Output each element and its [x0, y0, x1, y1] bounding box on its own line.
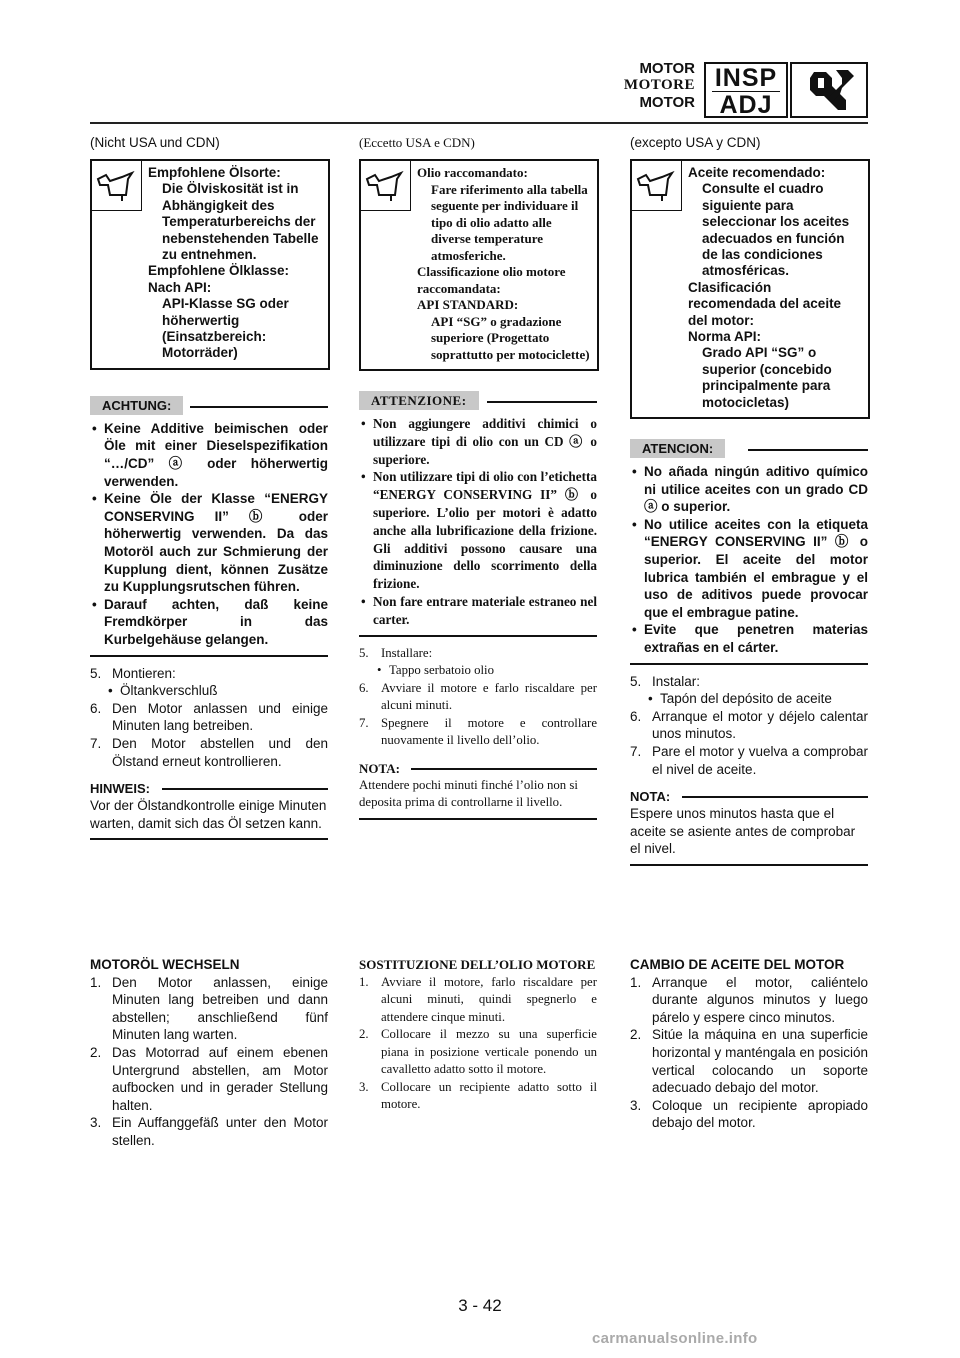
step-item	[630, 1097, 868, 1132]
oil-change-section-es	[630, 956, 868, 1132]
step-number: 5.	[90, 665, 102, 681]
condition-label: (Eccetto USA e CDN)	[359, 135, 475, 150]
oil-spec-box	[90, 159, 330, 370]
steps-list	[359, 645, 597, 750]
warning-header	[630, 439, 868, 459]
step-item	[630, 708, 868, 743]
step-item	[90, 974, 328, 1044]
note-header	[90, 780, 328, 797]
warning-label: ATTENZIONE:	[359, 391, 479, 410]
condition-label: (Nicht USA und CDN)	[90, 135, 220, 150]
spec-line: Aceite recomendado:	[688, 165, 826, 180]
section-title: MOTORÖL WECHSELN	[90, 957, 240, 972]
section-steps	[359, 974, 597, 1114]
warning-item: • Evite que penetren materias extrañas en el cárter.	[630, 621, 868, 656]
step-text: Sitúe la máquina en una superficie horizontal y manténgala en posición vertical colocando un soporte adecuado debajo del motor.	[652, 1027, 868, 1096]
step-item	[359, 1079, 597, 1114]
spec-line: Norma API:	[688, 329, 762, 345]
divider	[90, 838, 328, 840]
divider	[359, 818, 597, 820]
spec-line: Nach API:	[148, 279, 212, 295]
step-number: 2.	[90, 1044, 102, 1060]
spec-line: Olio raccomandato:	[417, 165, 528, 180]
spec-line: Fare riferimento alla tabella seguente per individuare il tipo di olio adatto alle diverse temperature atmosferiche.	[431, 181, 588, 263]
oil-can-icon	[361, 161, 411, 211]
step-text: Pare el motor y vuelva a comprobar el nivel de aceite.	[652, 744, 868, 777]
step-number: 1.	[630, 974, 642, 990]
section-label-it: MOTORE	[623, 77, 695, 93]
step-item	[359, 645, 597, 663]
oil-change-section-de	[90, 956, 328, 1150]
step-number: 6.	[90, 700, 102, 716]
spec-line: Clasificación recomendada del aceite del motor:	[688, 279, 842, 328]
step-subitem: • Öltankverschluß	[90, 682, 328, 700]
steps-list	[630, 673, 868, 779]
note-text: Vor der Ölstandkontrolle einige Minuten warten, damit sich das Öl setzen kann.	[90, 798, 327, 831]
warning-item: • Non utilizzare tipi di olio con l’etichetta “ENERGY CONSERVING II” ⓑ o superiore. L’olio per motori è adatto anche alla lubrificazione della frizione. Gli additivi possono causare una diminuzione dello scorrimento della frizione.	[359, 468, 597, 593]
spec-line: API-Klasse SG oder höherwertig (Einsatzbereich: Motorräder)	[162, 296, 289, 361]
divider	[630, 864, 868, 866]
wrench-screwdriver-icon	[790, 62, 868, 118]
spec-line: API “SG” o gradazione superiore (Progettato soprattutto per motociclette)	[431, 313, 590, 362]
step-subitem: • Tapón del depósito de aceite	[630, 690, 868, 708]
oil-spec-box	[630, 159, 870, 419]
step-number: 1.	[90, 974, 102, 990]
step-item	[630, 743, 868, 778]
step-text: Avviare il motore, farlo riscaldare per alcuni minuti, quindi spegnerlo e attendere cinque minuti.	[381, 974, 597, 1024]
divider	[90, 655, 328, 657]
warning-item: • No añada ningún aditivo químico ni utilice aceites con un grado CD ⓐ o superior.	[630, 463, 868, 516]
warning-list	[359, 411, 597, 629]
step-number: 6.	[630, 708, 642, 724]
step-text: Montieren:	[112, 665, 176, 681]
step-number: 2.	[359, 1027, 369, 1042]
step-text: Den Motor anlassen, einige Minuten lang betreiben und dann abstellen; anschließend fünf Minuten lang warten.	[112, 974, 328, 1043]
step-text: Collocare un recipiente adatto sotto il motore.	[381, 1079, 597, 1112]
step-item	[90, 1114, 328, 1149]
spec-line: Grado API “SG” o superior (concebido principalmente para motocicletas)	[702, 345, 832, 410]
warning-item: • Keine Additive beimischen oder Öle mit einer Dieselspezifikation “…/CD” ⓐ oder höherwertig verwenden.	[90, 420, 328, 490]
step-item	[359, 974, 597, 1027]
steps-list	[90, 665, 328, 771]
section-label-de: MOTOR	[639, 60, 695, 77]
page-number: 3 - 42	[458, 1296, 502, 1315]
step-number: 5.	[359, 645, 369, 660]
note-text: Attendere pochi minuti finché l’olio non si deposita prima di controllarne il livello.	[359, 777, 578, 810]
step-text: Spegnere il motore e controllare nuovamente il livello dell’olio.	[381, 715, 597, 748]
note-header	[630, 788, 868, 805]
column-italian	[359, 134, 597, 820]
step-number: 5.	[630, 673, 642, 689]
spec-line: Die Ölviskosität ist in Abhängigkeit des Temperaturbereichs der nebenstehenden Tabelle zu entnehmen.	[162, 181, 319, 263]
spec-line: Empfohlene Ölsorte:	[148, 165, 281, 180]
step-item	[630, 974, 868, 1027]
spec-line: Consulte el cuadro siguiente para seleccionar los aceites adecuados en función de las condiciones atmosféricas.	[702, 181, 850, 279]
step-text: Avviare il motore e farlo riscaldare per alcuni minuti.	[381, 680, 597, 713]
badge-adj: ADJ	[719, 91, 773, 119]
warning-label: ACHTUNG:	[90, 396, 183, 415]
step-number: 7.	[630, 744, 642, 759]
divider	[630, 663, 868, 665]
step-text: Arranque el motor, caliéntelo durante algunos minutos y luego párelo y espere cinco minutos.	[652, 974, 868, 1025]
step-number: 1.	[359, 974, 369, 989]
step-item	[90, 735, 328, 770]
header-rule	[90, 122, 868, 124]
step-number: 7.	[90, 735, 102, 751]
insp-adj-badge	[704, 62, 788, 118]
step-text: Installare:	[381, 645, 433, 660]
section-label-es: MOTOR	[639, 94, 695, 111]
warning-list	[90, 416, 328, 649]
section-labels	[624, 60, 695, 111]
note-label: NOTA:	[359, 760, 400, 776]
warning-item: • Non fare entrare materiale estraneo nel carter.	[359, 593, 597, 629]
warning-label: ATENCION:	[630, 439, 725, 458]
step-item	[630, 1026, 868, 1096]
step-item	[359, 680, 597, 715]
spec-line: API STANDARD:	[417, 297, 519, 312]
section-steps	[90, 974, 328, 1150]
step-subitem: • Tappo serbatoio olio	[359, 662, 597, 680]
step-item	[359, 1026, 597, 1079]
note-label: HINWEIS:	[90, 781, 150, 797]
step-text: Coloque un recipiente apropiado debajo del motor.	[652, 1097, 868, 1131]
note-header	[359, 760, 597, 777]
step-item	[90, 1044, 328, 1114]
oil-spec-box	[359, 159, 599, 371]
step-number: 7.	[359, 715, 369, 730]
step-item	[630, 673, 868, 691]
oil-can-icon	[632, 161, 682, 211]
note-label: NOTA:	[630, 789, 671, 805]
step-text: Das Motorrad auf einem ebenen Untergrund abstellen, am Motor aufbocken und in gerader Stellung halten.	[112, 1044, 328, 1113]
column-spanish	[630, 134, 868, 866]
step-number: 3.	[90, 1115, 102, 1131]
warning-header	[359, 391, 597, 411]
spec-line: Classificazione olio motore raccomandata:	[417, 264, 566, 296]
section-steps	[630, 974, 868, 1132]
step-item	[90, 700, 328, 735]
section-title: CAMBIO DE ACEITE DEL MOTOR	[630, 957, 845, 972]
warning-list	[630, 459, 868, 657]
step-text: Arranque el motor y déjelo calentar unos minutos.	[652, 708, 868, 742]
column-german	[90, 134, 328, 840]
step-item	[359, 715, 597, 750]
warning-item: • Non aggiungere additivi chimici o utilizzare tipi di olio con un CD ⓐ o superiore.	[359, 415, 597, 468]
note-text: Espere unos minutos hasta que el aceite se asiente antes de comprobar el nivel.	[630, 806, 856, 857]
step-number: 6.	[359, 680, 369, 695]
warning-item: • No utilice aceites con la etiqueta “ENERGY CONSERVING II” ⓑ o superior. El aceite del motor lubrica también el embrague y el uso de aditivos puede provocar que el embrague patine.	[630, 516, 868, 622]
warning-item: • Keine Öle der Klasse “ENERGY CONSERVING II” ⓑ oder höherwertig verwenden. Da das Motoröl auch zur Schmierung der Kupplung dient, können Zusätze zu Kupplungsrutschen führen.	[90, 490, 328, 596]
step-text: Den Motor anlassen und einige Minuten lang betreiben.	[112, 700, 328, 734]
section-title: SOSTITUZIONE DELL’OLIO MOTORE	[359, 957, 596, 972]
badge-insp: INSP	[712, 65, 780, 92]
step-number: 3.	[630, 1097, 642, 1113]
step-number: 3.	[359, 1079, 369, 1094]
warning-header	[90, 396, 328, 416]
step-text: Den Motor abstellen und den Ölstand erneut kontrollieren.	[112, 735, 328, 769]
step-text: Collocare il mezzo su una superficie piana in posizione verticale ponendo un cavalletto adatto sotto il motore.	[381, 1027, 597, 1077]
oil-can-icon	[92, 161, 142, 211]
step-number: 2.	[630, 1027, 642, 1043]
step-text: Ein Auffanggefäß unter den Motor stellen.	[112, 1115, 328, 1148]
step-text: Instalar:	[652, 673, 701, 689]
watermark: carmanualsonline.info	[592, 1330, 758, 1347]
divider	[359, 635, 597, 637]
condition-label: (excepto USA y CDN)	[630, 135, 761, 150]
oil-change-section-it	[359, 956, 597, 1114]
spec-line: Empfohlene Ölklasse:	[148, 263, 290, 279]
step-item	[90, 665, 328, 683]
warning-item: • Darauf achten, daß keine Fremdkörper in das Kurbelgehäuse gelangen.	[90, 596, 328, 649]
